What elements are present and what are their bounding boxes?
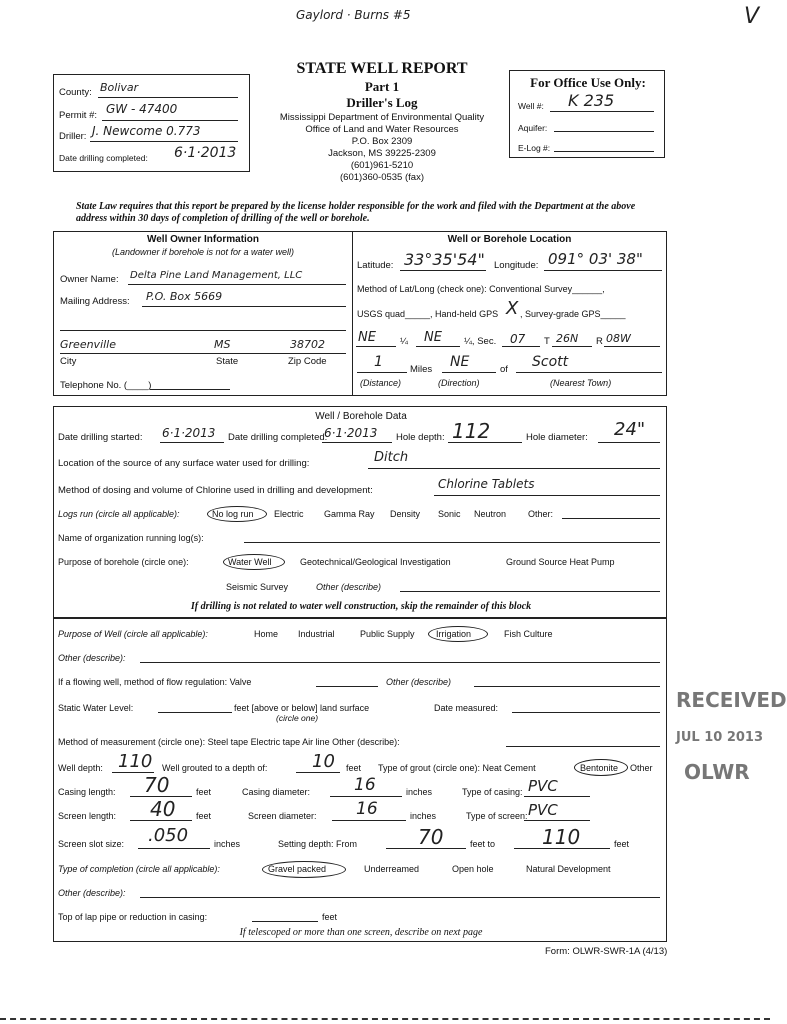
chlorine-label: Method of dosing and volume of Chlorine used in drilling and development:	[58, 485, 373, 496]
well-number-label: Well #:	[518, 101, 544, 111]
location-heading: Well or Borehole Location	[447, 234, 572, 245]
hole-diameter-value: 24"	[614, 419, 646, 440]
driller-value: J. Newcome 0.773	[92, 124, 201, 138]
form-id: Form: OLWR-SWR-1A (4/13)	[545, 946, 668, 957]
well-purpose-irrigation[interactable]: Irrigation	[436, 629, 472, 639]
office-use-box	[509, 70, 665, 158]
setting-from-value: 70	[418, 825, 444, 849]
flowing-well-label: If a flowing well, method of flow regulation: Valve	[58, 677, 252, 687]
city-label: City	[60, 356, 77, 367]
well-other-label: Other (describe):	[58, 653, 126, 663]
well-purpose-public-supply[interactable]: Public Supply	[360, 629, 415, 639]
direction-label: (Direction)	[438, 378, 480, 388]
report-part: Part 1	[364, 79, 400, 94]
screen-length-value: 40	[150, 797, 176, 821]
casing-type-label: Type of casing:	[462, 787, 523, 797]
mailing-address-value: P.O. Box 5669	[146, 290, 223, 303]
law-notice: State Law requires that this report be prepared by the license holder responsible for the work and filed with the Department at the above address within 30 days of completion of drilling of the well or borehole.	[76, 201, 636, 224]
quarter-symbol: ¼	[400, 336, 408, 347]
of-label: of	[500, 364, 508, 375]
completion-gravel-packed[interactable]: Gravel packed	[268, 864, 327, 874]
well-depth-label: Well depth:	[58, 763, 103, 773]
handwritten-top-note: Gaylord · Burns #5	[296, 8, 411, 22]
handheld-gps-check: X	[506, 298, 519, 319]
range-value: 08W	[606, 332, 631, 345]
screen-diameter-value: 16	[356, 799, 378, 819]
log-option-density[interactable]: Density	[390, 509, 421, 519]
slot-size-value: .050	[148, 825, 189, 846]
chlorine-value: Chlorine Tablets	[438, 477, 535, 491]
purpose-geotechnical[interactable]: Geotechnical/Geological Investigation	[300, 557, 451, 567]
hole-depth-value: 112	[452, 419, 491, 443]
date-measured-label: Date measured:	[434, 703, 499, 713]
report-subtitle: Driller's Log	[346, 95, 418, 110]
surface-water-label: Location of the source of any surface water used for drilling:	[58, 458, 310, 469]
latitude-label: Latitude:	[357, 260, 394, 271]
completion-natural[interactable]: Natural Development	[526, 864, 611, 874]
latitude-value: 33°35'54"	[404, 250, 485, 269]
distance-label: (Distance)	[360, 378, 402, 388]
section-value: 07	[510, 332, 526, 346]
nearest-town-label: (Nearest Town)	[550, 378, 612, 388]
borehole-purpose-label: Purpose of borehole (circle one):	[58, 557, 189, 567]
office-name: Office of Land and Water Resources	[305, 124, 459, 135]
log-option-gamma-ray[interactable]: Gamma Ray	[324, 509, 375, 519]
owner-state-value: MS	[214, 338, 231, 351]
received-stamp-office: OLWR	[684, 760, 750, 784]
completion-other-label: Other (describe):	[58, 888, 126, 898]
well-number-value: K 235	[568, 91, 615, 110]
static-level-feet: feet [above or below] land surface	[234, 703, 370, 713]
permit-value: GW - 47400	[106, 102, 178, 116]
report-title: STATE WELL REPORT	[296, 60, 468, 77]
flowing-other-label: Other (describe)	[386, 677, 452, 687]
screen-diameter-inches: inches	[410, 811, 437, 821]
setting-to-feet: feet	[614, 839, 630, 849]
hole-depth-label: Hole depth:	[396, 432, 445, 443]
screen-type-value: PVC	[528, 801, 558, 819]
check-mark: V	[744, 4, 760, 29]
casing-length-feet: feet	[196, 787, 212, 797]
owner-name-label: Owner Name:	[60, 274, 119, 285]
grout-other[interactable]: Other	[630, 763, 653, 773]
miles-label: Miles	[410, 364, 433, 375]
surface-water-value: Ditch	[374, 450, 409, 465]
agency-name: Mississippi Department of Environmental Quality	[279, 112, 485, 123]
received-stamp-date: JUL 10 2013	[676, 730, 764, 745]
date-started-value: 6·1·2013	[162, 426, 216, 440]
range-label: R	[596, 336, 603, 347]
log-organization-label: Name of organization running log(s):	[58, 533, 204, 543]
grouted-feet-label: feet	[346, 763, 362, 773]
longitude-label: Longitude:	[494, 260, 539, 271]
survey-grade-label: , Survey-grade GPS_____	[520, 309, 626, 319]
log-option-electric[interactable]: Electric	[274, 509, 304, 519]
grout-type-label: Type of grout (circle one): Neat Cement	[378, 763, 536, 773]
screen-type-label: Type of screen:	[466, 811, 528, 821]
log-option-neutron[interactable]: Neutron	[474, 509, 507, 519]
owner-heading: Well Owner Information	[146, 234, 260, 245]
casing-length-value: 70	[144, 773, 170, 797]
county-value: Bolivar	[100, 81, 139, 94]
log-option-no-log[interactable]: No log run	[212, 509, 254, 519]
owner-zip-value: 38702	[290, 338, 325, 351]
quarter-1-value: NE	[358, 330, 376, 345]
completion-open-hole[interactable]: Open hole	[452, 864, 494, 874]
permit-info-box	[53, 74, 250, 172]
slot-size-label: Screen slot size:	[58, 839, 125, 849]
grout-bentonite[interactable]: Bentonite	[580, 763, 619, 773]
casing-diameter-inches: inches	[406, 787, 433, 797]
township-value: 26N	[556, 332, 579, 345]
well-depth-value: 110	[118, 751, 153, 772]
well-purpose-industrial[interactable]: Industrial	[298, 629, 335, 639]
direction-value: NE	[450, 354, 470, 370]
static-circle-one: (circle one)	[276, 713, 319, 723]
purpose-seismic[interactable]: Seismic Survey	[226, 582, 289, 592]
latlong-method-label: Method of Lat/Long (check one): Conventional Survey______,	[357, 284, 605, 294]
slot-size-inches: inches	[214, 839, 241, 849]
log-option-other[interactable]: Other:	[528, 509, 554, 519]
purpose-water-well[interactable]: Water Well	[228, 557, 272, 567]
owner-location-box	[53, 231, 667, 396]
agency-phone: (601)961-5210	[350, 160, 414, 171]
static-level-label: Static Water Level:	[58, 703, 134, 713]
completion-label: Type of completion (circle all applicable):	[58, 864, 220, 874]
telescoped-note: If telescoped or more than one screen, describe on next page	[239, 927, 483, 938]
grouted-depth-label: Well grouted to a depth of:	[162, 763, 268, 773]
screen-length-feet: feet	[196, 811, 212, 821]
borehole-heading: Well / Borehole Data	[315, 411, 407, 422]
date-completed-label: Date drilling completed:	[59, 153, 148, 163]
top-pipe-feet: feet	[322, 912, 338, 922]
casing-diameter-value: 16	[354, 775, 376, 795]
completion-underreamed[interactable]: Underreamed	[364, 864, 420, 874]
usgs-quad-label: USGS quad_____, Hand-held GPS	[357, 309, 499, 319]
po-box: P.O. Box 2309	[351, 136, 413, 147]
date-completed-value: 6·1·2013	[174, 145, 237, 161]
screen-length-label: Screen length:	[58, 811, 117, 821]
state-label: State	[216, 356, 239, 367]
longitude-value: 091° 03' 38"	[548, 250, 643, 268]
setting-to-value: 110	[542, 825, 581, 849]
skip-note: If drilling is not related to water well construction, skip the remainder of this block	[190, 601, 532, 612]
telephone-label: Telephone No. (____)	[60, 380, 152, 391]
owner-city-value: Greenville	[60, 338, 116, 351]
permit-label: Permit #:	[59, 110, 98, 121]
grouted-depth-value: 10	[312, 751, 335, 772]
date-completed-label-2: Date drilling completed:	[228, 432, 328, 443]
date-started-label: Date drilling started:	[58, 432, 143, 443]
owner-name-value: Delta Pine Land Management, LLC	[130, 270, 303, 281]
nearest-town-value: Scott	[532, 354, 569, 370]
measurement-method-label: Method of measurement (circle one): Steel tape Electric tape Air line Other (describe):	[58, 737, 400, 747]
casing-diameter-label: Casing diameter:	[242, 787, 311, 797]
well-purpose-fish-culture[interactable]: Fish Culture	[504, 629, 553, 639]
received-stamp: RECEIVED	[676, 688, 787, 712]
quarter-2-value: NE	[424, 330, 442, 345]
purpose-heat-pump[interactable]: Ground Source Heat Pump	[506, 557, 615, 567]
zip-label: Zip Code	[288, 356, 327, 367]
date-completed-value-2: 6·1·2013	[324, 426, 378, 440]
casing-type-value: PVC	[528, 777, 558, 795]
purpose-other-label: Other (describe)	[316, 582, 382, 592]
well-data-box	[53, 618, 667, 942]
aquifer-label: Aquifer:	[518, 123, 548, 133]
well-purpose-label: Purpose of Well (circle all applicable):	[58, 629, 208, 639]
hole-diameter-label: Hole diameter:	[526, 432, 588, 443]
office-use-title: For Office Use Only:	[530, 75, 646, 90]
setting-to-label: feet to	[470, 839, 496, 849]
setting-depth-label: Setting depth: From	[278, 839, 358, 849]
page-bottom-edge	[0, 1018, 770, 1020]
distance-value: 1	[374, 354, 383, 370]
agency-fax: (601)360-0535 (fax)	[340, 172, 424, 183]
mailing-address-label: Mailing Address:	[60, 296, 130, 307]
screen-diameter-label: Screen diameter:	[248, 811, 317, 821]
elog-label: E-Log #:	[518, 143, 551, 153]
owner-note: (Landowner if borehole is not for a water well)	[111, 247, 295, 257]
casing-length-label: Casing length:	[58, 787, 116, 797]
well-purpose-home[interactable]: Home	[254, 629, 279, 639]
logs-run-label: Logs run (circle all applicable):	[58, 509, 180, 519]
section-label: ¼, Sec.	[464, 336, 497, 347]
top-pipe-label: Top of lap pipe or reduction in casing:	[58, 912, 208, 922]
log-option-sonic[interactable]: Sonic	[438, 509, 461, 519]
driller-label: Driller:	[59, 131, 87, 142]
agency-city: Jackson, MS 39225-2309	[328, 148, 436, 159]
county-label: County:	[59, 87, 92, 98]
borehole-data-box	[53, 406, 667, 618]
township-label: T	[544, 336, 550, 347]
